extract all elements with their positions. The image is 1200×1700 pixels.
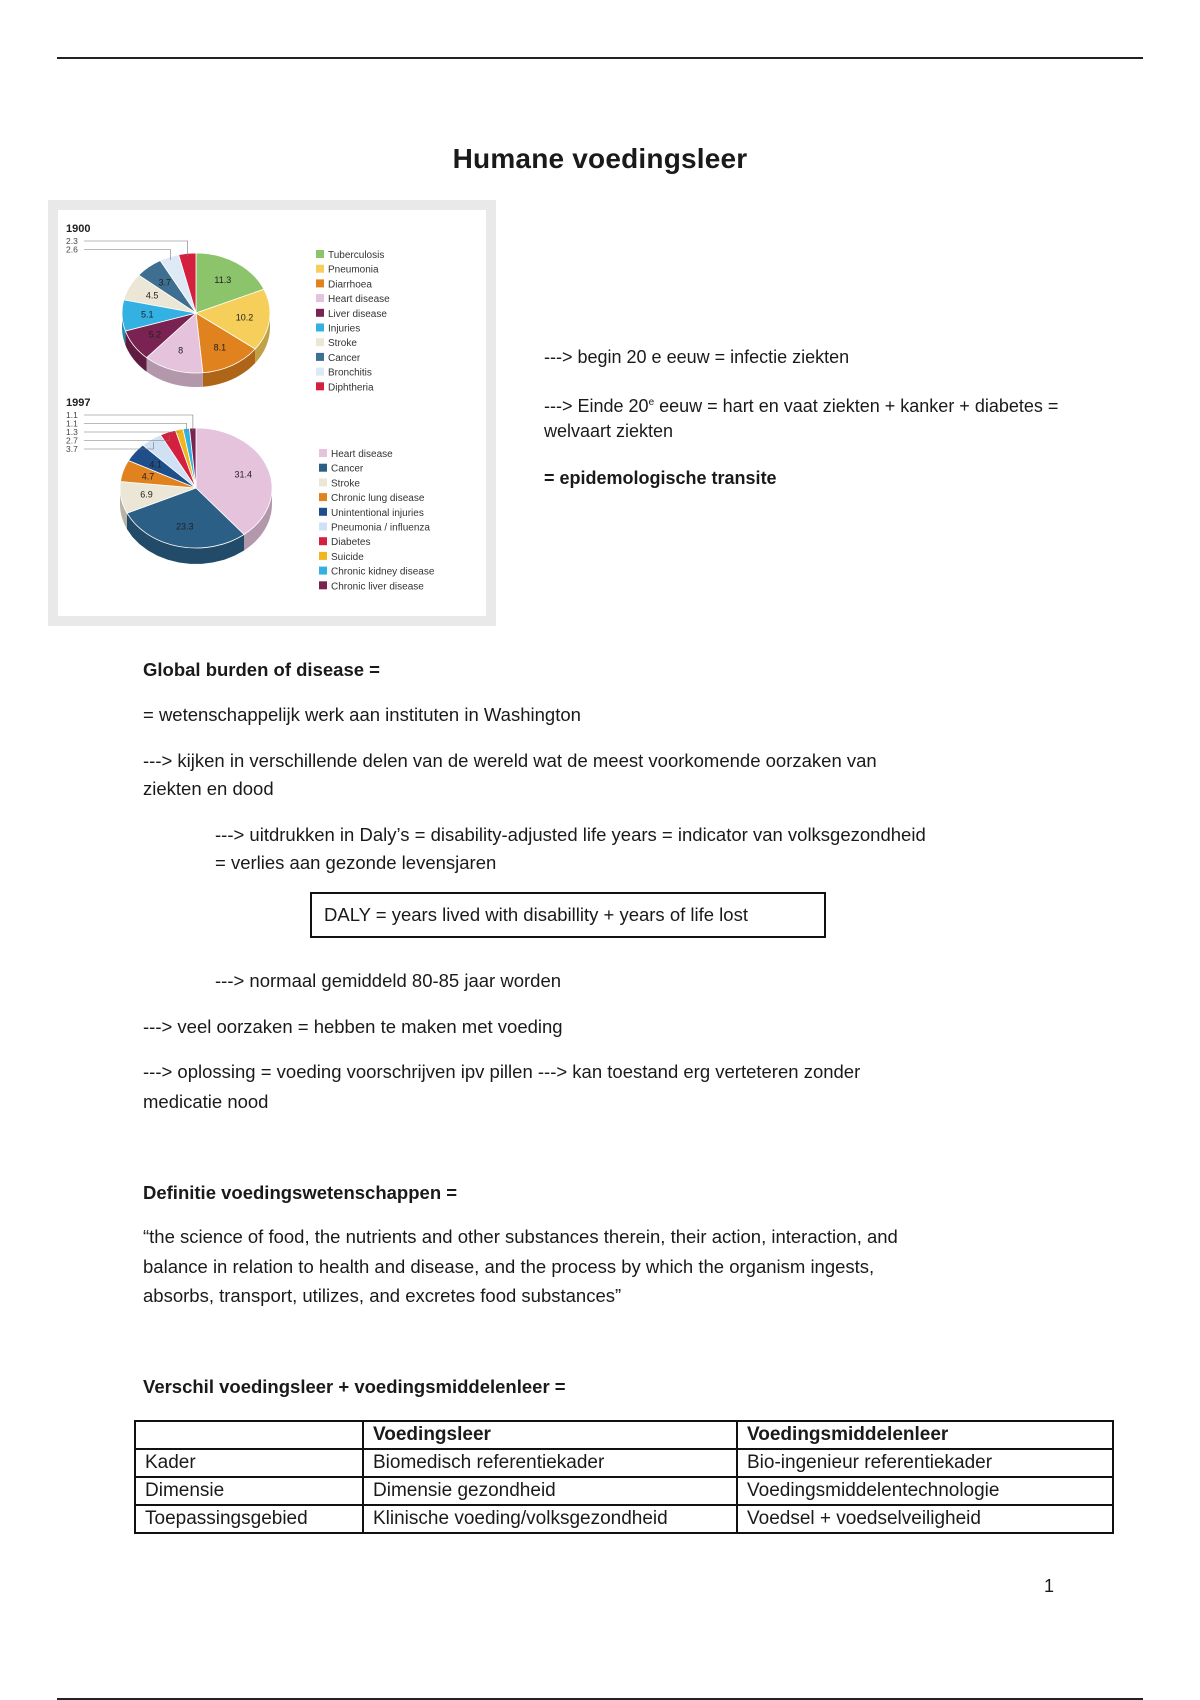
pie-value-label: 5.2 bbox=[148, 329, 162, 340]
legend-swatch bbox=[316, 294, 324, 302]
table-row bbox=[135, 1477, 1113, 1505]
legend-label: Diabetes bbox=[331, 537, 371, 549]
table-header-cell bbox=[135, 1421, 363, 1449]
legend-swatch bbox=[319, 478, 327, 486]
legend-label: Stroke bbox=[328, 338, 357, 350]
gbd-paragraph-3b: = verlies aan gezonde levensjaren bbox=[215, 852, 497, 873]
legend-swatch bbox=[319, 493, 327, 501]
note-epidemologische-transite: = epidemologische transite bbox=[544, 468, 777, 488]
table-cell: Kader bbox=[135, 1449, 363, 1477]
gbd-heading: Global burden of disease = bbox=[143, 659, 380, 680]
legend-swatch bbox=[316, 279, 324, 287]
legend-swatch bbox=[319, 449, 327, 457]
gbd-paragraph-2a: ---> kijken in verschillende delen van de wereld wat de meest voorkomende oorzaken van bbox=[143, 750, 877, 771]
pie-value-label: 10.2 bbox=[235, 312, 254, 323]
legend-label: Injuries bbox=[328, 323, 361, 335]
pie-value-label: 8.1 bbox=[213, 342, 227, 353]
pie-callout-label: 2.6 bbox=[66, 244, 78, 255]
gbd-paragraph-5: ---> veel oorzaken = hebben te maken met voeding bbox=[143, 1016, 563, 1037]
legend-swatch bbox=[319, 464, 327, 472]
pie-value-label: 8 bbox=[178, 345, 184, 356]
legend-swatch bbox=[316, 338, 324, 346]
legend-label: Cancer bbox=[328, 352, 361, 364]
legend-swatch bbox=[319, 567, 327, 575]
legend-label: Stroke bbox=[331, 478, 360, 490]
legend-label: Diarrhoea bbox=[328, 279, 372, 291]
legend-swatch bbox=[319, 537, 327, 545]
pie-title: 1900 bbox=[66, 223, 91, 235]
pie-charts-figure bbox=[48, 200, 496, 626]
table-row bbox=[135, 1505, 1113, 1533]
pie-callout-label: 3.7 bbox=[66, 444, 78, 454]
note-einde-part1: ---> Einde 20 bbox=[544, 396, 649, 416]
note-einde-sup: e bbox=[648, 397, 655, 408]
gbd-paragraph-6a: ---> oplossing = voeding voorschrijven ipv pillen ---> kan toestand erg verteteren zonder bbox=[143, 1061, 861, 1082]
legend-swatch bbox=[319, 552, 327, 560]
table-cell: Dimensie gezondheid bbox=[363, 1477, 737, 1505]
comparison-heading: Verschil voedingsleer + voedingsmiddelenleer = bbox=[143, 1376, 566, 1397]
pie-title: 1997 bbox=[66, 397, 91, 409]
legend-label: Chronic lung disease bbox=[331, 493, 425, 505]
legend-label: Heart disease bbox=[328, 294, 390, 306]
table-header-row bbox=[135, 1421, 1113, 1449]
table-cell: Bio-ingenieur referentiekader bbox=[737, 1449, 1113, 1477]
table-cell: Klinische voeding/volksgezondheid bbox=[363, 1505, 737, 1533]
pie-value-label: 31.4 bbox=[234, 469, 253, 480]
legend-label: Chronic kidney disease bbox=[331, 566, 435, 578]
page-title: Humane voedingsleer bbox=[452, 143, 748, 174]
legend-swatch bbox=[319, 581, 327, 589]
gbd-paragraph-6b: medicatie nood bbox=[143, 1091, 269, 1112]
definition-line-1: “the science of food, the nutrients and other substances therein, their action, interaction, and bbox=[143, 1226, 898, 1247]
daly-formula-box: DALY = years lived with disabillity + years of life lost bbox=[310, 892, 826, 938]
legend-swatch bbox=[316, 265, 324, 273]
legend-label: Tuberculosis bbox=[328, 250, 385, 261]
note-welvaart-ziekten: welvaart ziekten bbox=[544, 421, 674, 441]
pie-value-label: 6.9 bbox=[140, 489, 153, 500]
definition-line-2: balance in relation to health and disease, and the process by which the organism ingests, bbox=[143, 1256, 875, 1277]
legend-swatch bbox=[316, 250, 324, 258]
figure-background bbox=[58, 210, 486, 616]
pie-callout-label: 1.3 bbox=[66, 427, 78, 437]
legend-swatch bbox=[319, 508, 327, 516]
table-cell: Biomedisch referentiekader bbox=[363, 1449, 737, 1477]
table-cell: Voedingsmiddelentechnologie bbox=[737, 1477, 1113, 1505]
table-row bbox=[135, 1449, 1113, 1477]
legend-swatch bbox=[316, 382, 324, 390]
table-cell: Dimensie bbox=[135, 1477, 363, 1505]
table-header-cell: Voedingsleer bbox=[363, 1421, 737, 1449]
page-number: 1 bbox=[1044, 1576, 1055, 1596]
note-einde-part2: eeuw = hart en vaat ziekten + kanker + diabetes = bbox=[654, 396, 1059, 416]
table-cell: Toepassingsgebied bbox=[135, 1505, 363, 1533]
legend-label: Cancer bbox=[331, 463, 364, 475]
comparison-table bbox=[134, 1420, 1114, 1534]
legend-label: Pneumonia / influenza bbox=[331, 522, 430, 534]
legend-label: Bronchitis bbox=[328, 367, 372, 379]
legend-label: Liver disease bbox=[328, 308, 387, 320]
pie-value-label: 4.5 bbox=[145, 290, 159, 301]
pie-callout-label: 2.3 bbox=[66, 236, 78, 246]
legend-swatch bbox=[319, 523, 327, 531]
definition-line-3: absorbs, transport, utilizes, and excretes food substances” bbox=[143, 1285, 622, 1306]
legend-label: Diphtheria bbox=[328, 382, 374, 394]
top-rule bbox=[57, 57, 1143, 59]
legend-label: Suicide bbox=[331, 551, 364, 563]
gbd-paragraph-2b: ziekten en dood bbox=[143, 778, 274, 799]
pie-value-label: 4.1 bbox=[149, 459, 162, 470]
legend-label: Unintentional injuries bbox=[331, 507, 424, 519]
pie-value-label: 5.1 bbox=[140, 309, 154, 320]
gbd-paragraph-1: = wetenschappelijk werk aan instituten in Washington bbox=[143, 704, 581, 725]
pie-charts-svg bbox=[58, 210, 486, 616]
legend-swatch bbox=[316, 324, 324, 332]
pie-value-label: 11.3 bbox=[214, 274, 232, 285]
pie-callout-label: 2.7 bbox=[66, 435, 78, 446]
definition-heading: Definitie voedingswetenschappen = bbox=[143, 1182, 458, 1203]
legend-swatch bbox=[316, 353, 324, 361]
pie-value-label: 23.3 bbox=[175, 521, 194, 532]
legend-swatch bbox=[316, 368, 324, 376]
pie-value-label: 3.7 bbox=[158, 277, 171, 288]
pie-callout-label: 1.1 bbox=[66, 418, 78, 429]
gbd-paragraph-3a: ---> uitdrukken in Daly’s = disability-adjusted life years = indicator van volksgezondheid bbox=[215, 824, 926, 845]
table-header-cell: Voedingsmiddelenleer bbox=[737, 1421, 1113, 1449]
table-cell: Voedsel + voedselveiligheid bbox=[737, 1505, 1113, 1533]
note-einde-20e-eeuw bbox=[544, 389, 1058, 420]
pie-value-label: 4.7 bbox=[141, 471, 155, 482]
gbd-paragraph-4: ---> normaal gemiddeld 80-85 jaar worden bbox=[215, 970, 562, 991]
pie-callout-label: 1.1 bbox=[66, 410, 78, 420]
legend-label: Heart disease bbox=[331, 449, 393, 460]
legend-label: Pneumonia bbox=[328, 264, 379, 276]
note-begin-20e-eeuw: ---> begin 20 e eeuw = infectie ziekten bbox=[544, 347, 850, 367]
legend-swatch bbox=[316, 309, 324, 317]
legend-label: Chronic liver disease bbox=[331, 581, 424, 593]
